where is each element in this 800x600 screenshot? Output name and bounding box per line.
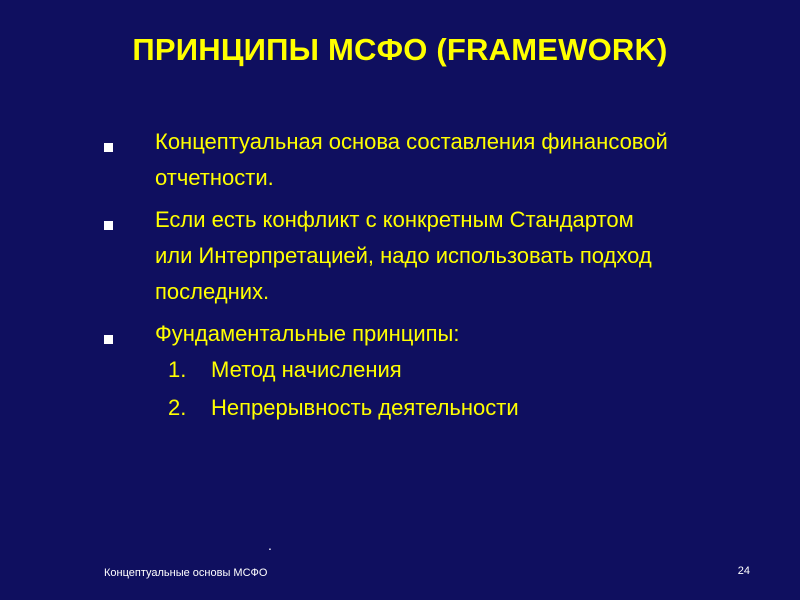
numbered-item bbox=[0, 390, 800, 428]
square-bullet-icon bbox=[104, 221, 113, 230]
square-bullet-icon bbox=[104, 335, 113, 344]
bullet-text: Фундаментальные принципы: bbox=[155, 321, 460, 346]
bullet-text: Концептуальная основа составления финансовой отчетности. bbox=[155, 129, 668, 190]
item-number: 1. bbox=[168, 357, 187, 382]
item-text: Непрерывность деятельности bbox=[211, 395, 519, 420]
item-text: Метод начисления bbox=[211, 357, 402, 382]
bullet-text: Если есть конфликт с конкретным Стандартом или Интерпретацией, надо использовать подход последних. bbox=[155, 207, 652, 304]
stray-dot: . bbox=[268, 537, 272, 553]
numbered-item bbox=[0, 352, 800, 390]
slide-title: ПРИНЦИПЫ МСФО (FRAMEWORK) bbox=[132, 32, 668, 67]
item-number: 2. bbox=[168, 395, 187, 420]
page-number: 24 bbox=[737, 565, 750, 577]
square-bullet-icon bbox=[104, 143, 113, 152]
footer-text: Концептуальные основы МСФО bbox=[104, 567, 268, 579]
